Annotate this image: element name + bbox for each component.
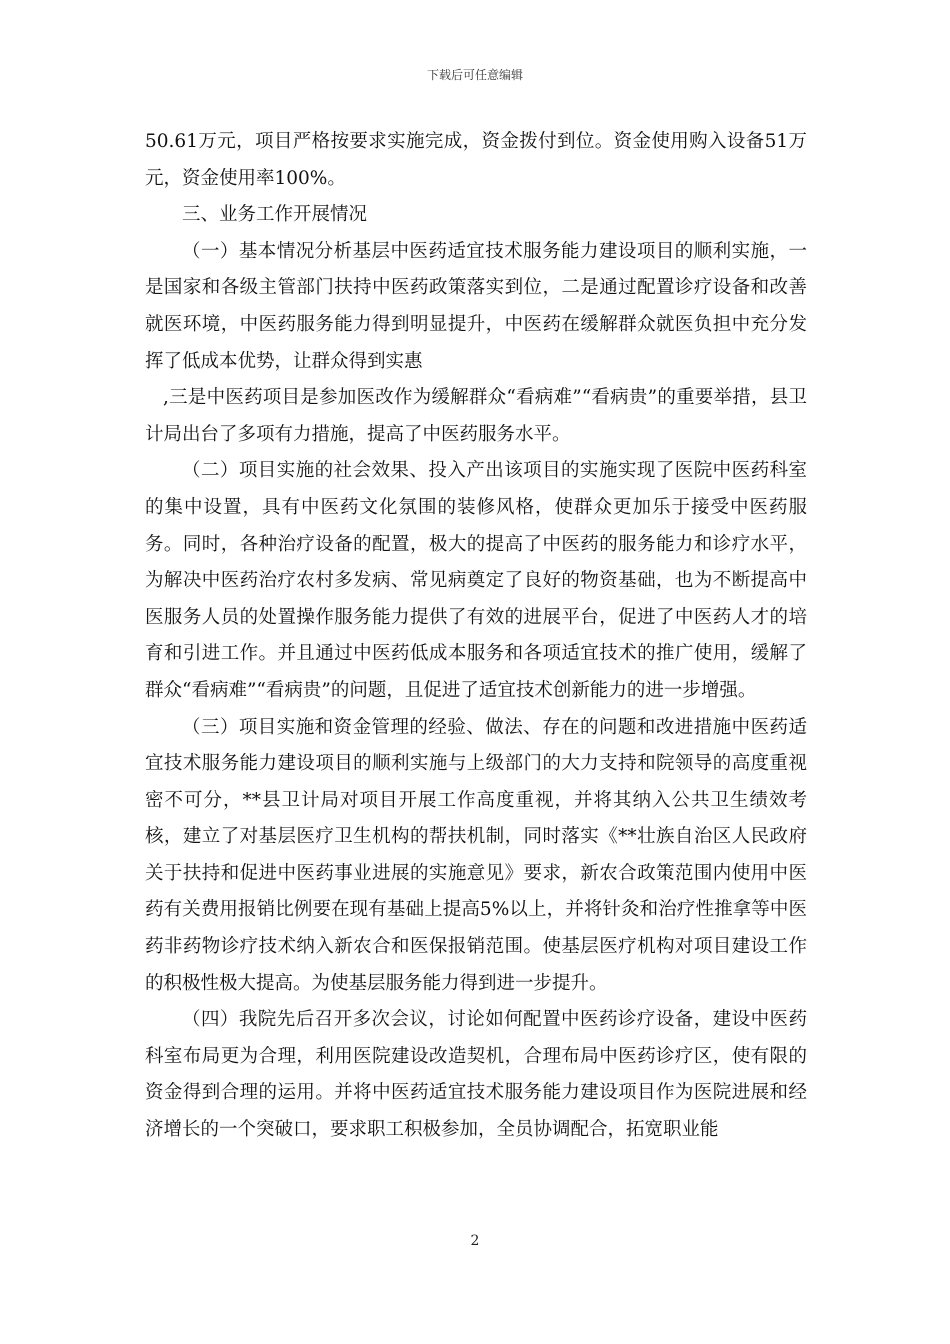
paragraph-experience: （三）项目实施和资金管理的经验、做法、存在的问题和改进措施中医药适宜技术服务能力建设项目的顺利实施与上级部门的大力支持和院领导的高度重视密不可分，**县卫计局对项目开展工作高度重视，并将其纳入公共卫生绩效考核，建立了对基层医疗卫生机构的帮扶机制，同时落实《**壮族自治区人民政府关于扶持和促进中医药事业进展的实施意见》要求，新农合政策范围内使用中医药有关费用报销比例要在现有基础上提高5%以上，并将针灸和治疗性推拿等中医药非药物诊疗技术纳入新农合和医保报销范围。使基层医疗机构对项目建设工作的积极性极大提高。为使基层服务能力得到进一步提升。 [145, 716, 807, 994]
paragraph-social-effect: （二）项目实施的社会效果、投入产出该项目的实施实现了医院中医药科室的集中设置，具有中医药文化氛围的装修风格，使群众更加乐于接受中医药服务。同时，各种治疗设备的配置，极大的提高了中医药的服务能力和诊疗水平，为解决中医药治疗农村多发病、常见病奠定了良好的物资基础，也为不断提高中医服务人员的处置操作服务能力提供了有效的进展平台，促进了中医药人才的培育和引进工作。并且通过中医药低成本服务和各项适宜技术的推广使用，缓解了群众“看病难”“看病贵”的问题，且促进了适宜技术创新能力的进一步增强。 [145, 460, 807, 701]
paragraph-basic-analysis: （一）基本情况分析基层中医药适宜技术服务能力建设项目的顺利实施，一是国家和各级主管部门扶持中医药政策落实到位，二是通过配置诊疗设备和改善就医环境，中医药服务能力得到明显提升，中医药在缓解群众就医负担中充分发挥了低成本优势，让群众得到实惠 [145, 240, 807, 372]
paragraph-funding: 50.61万元，项目严格按要求实施完成，资金拨付到位。资金使用购入设备51万元，资金使用率100%。 [145, 131, 807, 189]
document-body [145, 124, 807, 1149]
paragraph-third-point: ,三是中医药项目是参加医改作为缓解群众“看病难”“看病贵”的重要举措，县卫计局出台了多项有力措施，提高了中医药服务水平。 [145, 387, 807, 445]
section-heading-business: 三、业务工作开展情况 [182, 204, 368, 226]
paragraph-meetings: （四）我院先后召开多次会议，讨论如何配置中医药诊疗设备，建设中医药科室布局更为合理，利用医院建设改造契机，合理布局中医药诊疗区，使有限的资金得到合理的运用。并将中医药适宜技术服务能力建设项目作为医院进展和经济增长的一个突破口，要求职工积极参加，全员协调配合，拓宽职业能 [145, 1009, 807, 1141]
page-number: 2 [470, 1233, 480, 1249]
page-header: 下载后可任意编辑 [426, 68, 523, 82]
